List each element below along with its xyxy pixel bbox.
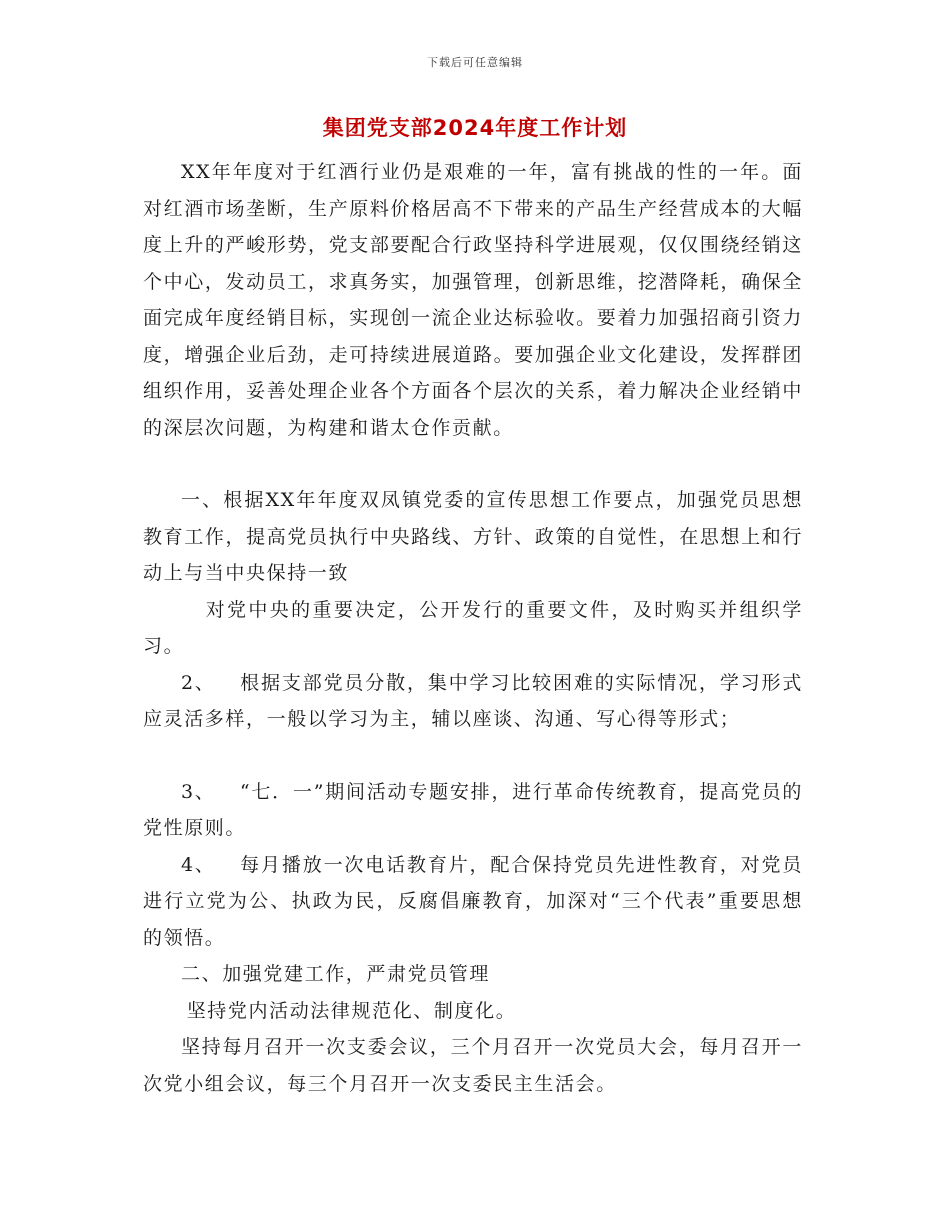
intro-paragraph: XX年年度对于红酒行业仍是艰难的一年，富有挑战的性的一年。面对红酒市场垄断，生产原料价格居高不下带来的产品生产经营成本的大幅度上升的严峻形势，党支部要配合行政坚持科学进展观，仅仅围绕经销这个中心，发动员工，求真务实，加强管理，创新思维，挖潜降耗，确保全面完成年度经销目标，实现创一流企业达标验收。要着力加强招商引资力度，增强企业后劲，走可持续进展道路。要加强企业文化建设，发挥群团组织作用，妥善处理企业各个方面各个层次的关系，着力解决企业经销中的深层次问题，为构建和谐太仓作贡献。 bbox=[143, 161, 803, 439]
list-item-4-text: 每月播放一次电话教育片，配合保持党员先进性教育，对党员进行立党为公、执政为民，反腐倡廉教育，加深对“三个代表”重要思想的领悟。 bbox=[143, 853, 803, 949]
list-item-2 bbox=[143, 665, 803, 738]
header-note: 下载后可任意编辑 bbox=[427, 56, 523, 69]
list-item-3 bbox=[143, 774, 803, 847]
list-item-3-text: “七．一”期间活动专题安排，进行革命传统教育，提高党员的党性原则。 bbox=[143, 780, 803, 839]
list-item-4-number: 4、 bbox=[181, 853, 216, 876]
section-2-subitem-2: 坚持每月召开一次支委会议，三个月召开一次党员大会，每月召开一次党小组会议，每三个月召开一次支委民主生活会。 bbox=[143, 1036, 803, 1095]
list-item-1: 对党中央的重要决定，公开发行的重要文件，及时购买并组织学习。 bbox=[143, 598, 803, 657]
section-2-heading: 二、加强党建工作，严肃党员管理 bbox=[181, 963, 491, 985]
document-title: 集团党支部2024年度工作计划 bbox=[322, 116, 628, 140]
document-body bbox=[143, 154, 803, 1102]
list-item-2-text: 根据支部党员分散，集中学习比较困难的实际情况，学习形式应灵活多样，一般以学习为主，辅以座谈、沟通、写心得等形式； bbox=[143, 671, 803, 730]
section-1-heading: 一、根据XX年年度双凤镇党委的宣传思想工作要点，加强党员思想教育工作，提高党员执行中央路线、方针、政策的自觉性，在思想上和行动上与当中央保持一致 bbox=[143, 489, 803, 584]
list-item-2-number: 2、 bbox=[181, 671, 216, 694]
list-item-4 bbox=[143, 847, 803, 957]
section-2-subitem-1: 坚持党内活动法律规范化、制度化。 bbox=[186, 999, 517, 1022]
list-item-3-number: 3、 bbox=[181, 780, 216, 803]
